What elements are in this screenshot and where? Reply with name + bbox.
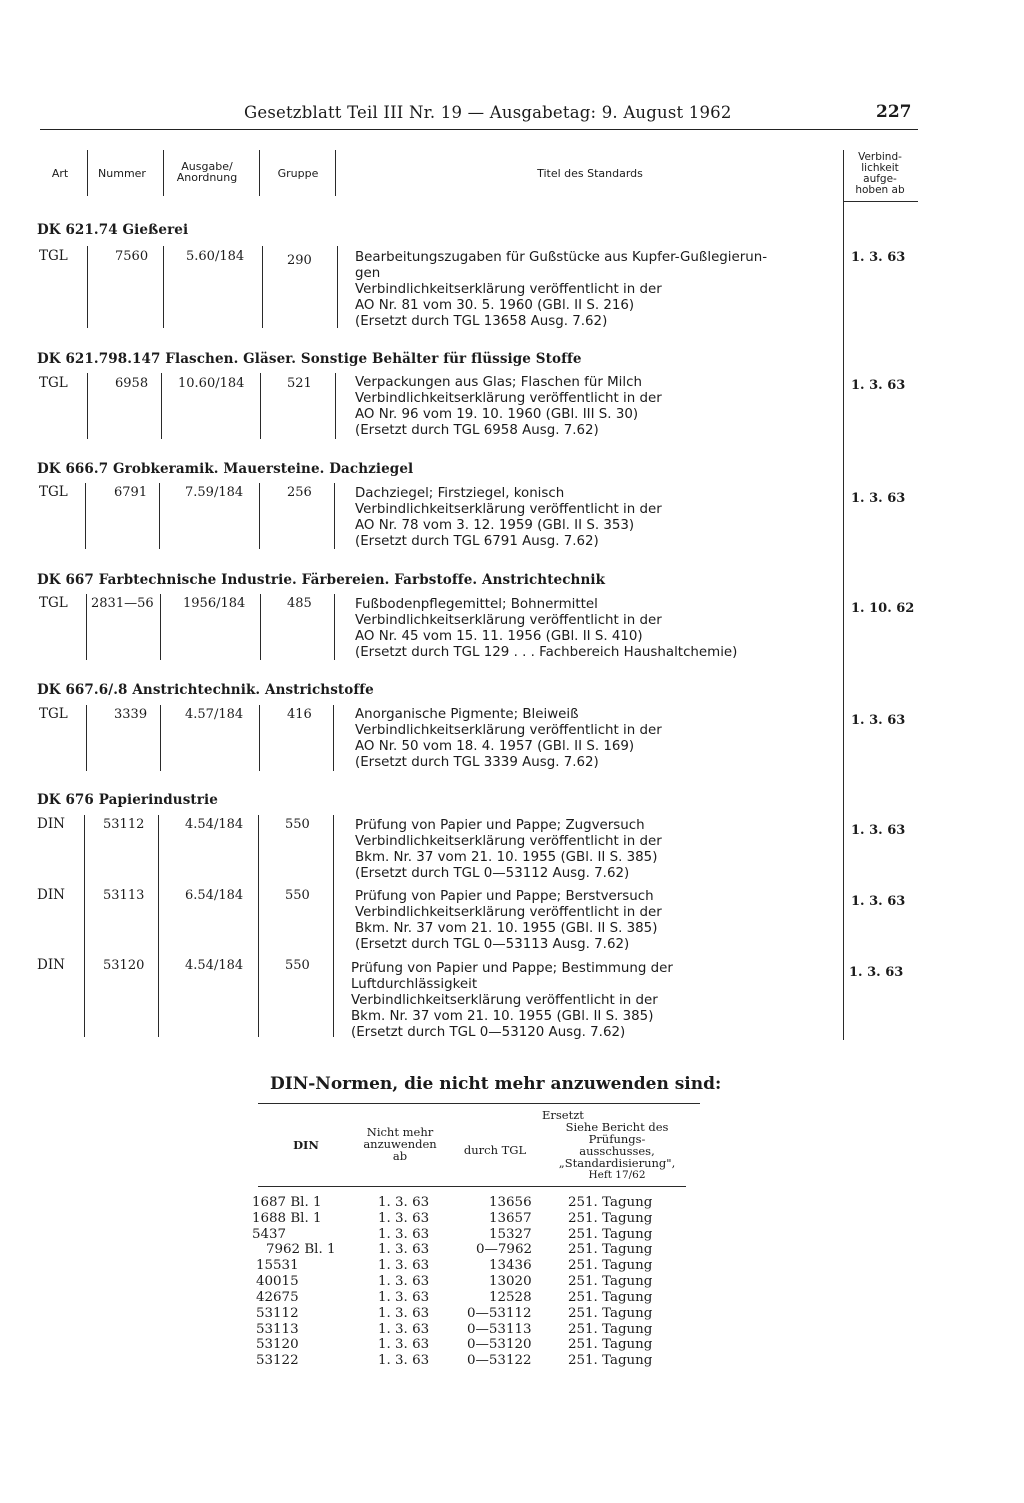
cell-art: TGL <box>39 375 68 391</box>
title-line: Dachziegel; Firstziegel, konisch <box>355 486 565 501</box>
title-line: AO Nr. 96 vom 19. 10. 1960 (GBl. III S. 30) <box>355 407 639 422</box>
din-cell-bericht: 251. Tagung <box>568 1353 653 1368</box>
table-row <box>240 1258 700 1274</box>
cell-titel <box>355 486 662 550</box>
cell-gruppe: 521 <box>287 376 312 391</box>
din-cell-bericht: 251. Tagung <box>568 1322 653 1337</box>
col-header-art: Art <box>51 167 69 180</box>
cell-ausgabe: 5.60/184 <box>186 249 245 264</box>
cell-ausgabe: 4.57/184 <box>185 707 244 722</box>
cell-art: TGL <box>39 484 68 500</box>
din-cell-ab: 1. 3. 63 <box>378 1290 430 1305</box>
title-line: (Ersetzt durch TGL 0—53120 Ausg. 7.62) <box>351 1025 626 1040</box>
title-line: Prüfung von Papier und Pappe; Berstversuch <box>355 889 654 904</box>
title-line: Prüfung von Papier und Pappe; Bestimmung der <box>351 961 673 976</box>
cell-art: TGL <box>39 595 68 611</box>
title-line: Luftdurchlässigkeit <box>351 977 478 992</box>
col-header-nummer: Nummer <box>98 167 146 180</box>
title-line: AO Nr. 78 vom 3. 12. 1959 (GBl. II S. 353) <box>355 518 635 533</box>
table-row <box>240 1211 700 1227</box>
din-cell-ab: 1. 3. 63 <box>378 1274 430 1289</box>
cell-nummer: 53112 <box>103 817 145 832</box>
din-col-header-din: DIN <box>293 1138 319 1152</box>
column-rule <box>160 705 161 771</box>
cell-gruppe: 550 <box>285 888 310 903</box>
cell-gruppe: 256 <box>287 485 312 500</box>
title-line: Bkm. Nr. 37 vom 21. 10. 1955 (GBl. II S. 385) <box>355 850 658 865</box>
column-rule <box>258 815 259 1037</box>
column-rule <box>337 246 338 328</box>
title-line: Bearbeitungszugaben für Gußstücke aus Kupfer-Gußlegierun- <box>355 250 768 265</box>
din-col-header-nicht-line2: anzuwenden <box>363 1137 437 1151</box>
column-rule <box>159 483 160 549</box>
title-line: Verpackungen aus Glas; Flaschen für Milch <box>355 375 642 390</box>
din-cell-tgl: 13020 <box>489 1274 532 1289</box>
din-cell-ab: 1. 3. 63 <box>378 1353 430 1368</box>
section-heading: DK 621.74 Gießerei <box>37 222 189 238</box>
cell-nummer: 6791 <box>114 485 148 500</box>
col-header-ausgabe <box>164 161 250 183</box>
din-col-header-bericht-line1: Siehe Bericht des <box>565 1120 669 1134</box>
table-row <box>240 1306 700 1322</box>
din-cell-bericht: 251. Tagung <box>568 1258 653 1273</box>
din-col-header-nicht-line1: Nicht mehr <box>366 1125 434 1139</box>
cell-gruppe: 550 <box>285 958 310 973</box>
din-cell-bericht: 251. Tagung <box>568 1337 653 1352</box>
din-cell-tgl: 13436 <box>489 1258 532 1273</box>
column-rule <box>160 594 161 660</box>
din-cell-din: 53113 <box>256 1322 299 1337</box>
cell-titel <box>351 961 673 1041</box>
col-header-gruppe: Gruppe <box>277 167 319 180</box>
col-header-verb-line2: lichkeit <box>861 162 899 174</box>
column-rule <box>334 594 335 660</box>
din-cell-ab: 1. 3. 63 <box>378 1337 430 1352</box>
cell-gruppe: 550 <box>285 817 310 832</box>
section-heading: DK 666.7 Grobkeramik. Mauersteine. Dachziegel <box>37 461 414 477</box>
din-cell-din: 15531 <box>256 1258 299 1273</box>
cell-titel <box>355 818 662 882</box>
title-line: (Ersetzt durch TGL 3339 Ausg. 7.62) <box>355 755 599 770</box>
section-heading: DK 676 Papierindustrie <box>37 792 218 808</box>
cell-gueltig: 1. 3. 63 <box>851 250 906 265</box>
section-heading: DK 667.6/.8 Anstrichtechnik. Anstrichstoffe <box>37 682 374 698</box>
cell-gueltig: 1. 3. 63 <box>851 378 906 393</box>
din-cell-tgl: 0—53113 <box>467 1322 532 1337</box>
title-line: Prüfung von Papier und Pappe; Zugversuch <box>355 818 645 833</box>
cell-nummer: 53113 <box>103 888 145 903</box>
din-cell-din: 5437 <box>252 1227 287 1242</box>
cell-titel <box>355 597 737 661</box>
din-col-header-nicht <box>350 1126 450 1162</box>
cell-ausgabe: 7.59/184 <box>185 485 244 500</box>
din-cell-bericht: 251. Tagung <box>568 1211 653 1226</box>
col-header-ausgabe-line2: Anordnung <box>176 171 238 184</box>
din-cell-din: 7962 Bl. 1 <box>266 1242 336 1257</box>
cell-nummer: 2831—56 <box>91 596 154 611</box>
cell-ausgabe: 4.54/184 <box>185 817 244 832</box>
column-rule <box>163 246 164 328</box>
column-rule <box>335 373 336 439</box>
title-line: AO Nr. 81 vom 30. 5. 1960 (GBl. II S. 216) <box>355 298 635 313</box>
cell-gruppe: 290 <box>287 253 312 268</box>
cell-nummer: 6958 <box>115 376 149 391</box>
din-col-header-bericht-line5: Heft 17/62 <box>588 1169 646 1181</box>
col-header-verb-line4: hoben ab <box>855 184 905 196</box>
din-cell-tgl: 0—53120 <box>467 1337 532 1352</box>
title-line: Verbindlichkeitserklärung veröffentlicht in der <box>355 391 662 406</box>
col-header-verbindlichkeit <box>842 152 918 196</box>
header-divider <box>259 150 260 196</box>
cell-ausgabe: 4.54/184 <box>185 958 244 973</box>
title-line: (Ersetzt durch TGL 0—53112 Ausg. 7.62) <box>355 866 630 881</box>
cell-gueltig: 1. 3. 63 <box>851 713 906 728</box>
table-row <box>240 1353 700 1369</box>
title-line: Verbindlichkeitserklärung veröffentlicht in der <box>355 282 662 297</box>
din-cell-din: 53122 <box>256 1353 299 1368</box>
din-cell-bericht: 251. Tagung <box>568 1227 653 1242</box>
column-rule <box>84 815 85 1037</box>
cell-titel <box>355 707 662 771</box>
cell-gueltig: 1. 3. 63 <box>851 823 906 838</box>
column-rule <box>333 705 334 771</box>
title-line: gen <box>355 266 381 281</box>
running-header <box>0 103 1024 125</box>
table-row <box>240 1227 700 1243</box>
column-rule <box>259 705 260 771</box>
title-line: (Ersetzt durch TGL 0—53113 Ausg. 7.62) <box>355 937 630 952</box>
table-row <box>240 1195 700 1211</box>
din-cell-din: 42675 <box>256 1290 299 1305</box>
cell-titel <box>355 250 767 330</box>
din-table-header-rule <box>258 1186 686 1187</box>
column-rule <box>262 246 263 328</box>
table-row <box>240 1274 700 1290</box>
header-rule <box>40 129 918 130</box>
column-rule <box>260 373 261 439</box>
din-cell-ab: 1. 3. 63 <box>378 1258 430 1273</box>
din-cell-bericht: 251. Tagung <box>568 1274 653 1289</box>
cell-art: TGL <box>39 248 68 264</box>
title-line: Verbindlichkeitserklärung veröffentlicht in der <box>355 613 662 628</box>
column-rule <box>161 373 162 439</box>
din-cell-tgl: 13657 <box>489 1211 532 1226</box>
cell-art: DIN <box>37 887 65 903</box>
cell-ausgabe: 6.54/184 <box>185 888 244 903</box>
din-cell-bericht: 251. Tagung <box>568 1195 653 1210</box>
column-rule <box>86 705 87 771</box>
din-cell-bericht: 251. Tagung <box>568 1290 653 1305</box>
cell-gueltig: 1. 3. 63 <box>849 965 904 980</box>
title-line: Verbindlichkeitserklärung veröffentlicht in der <box>351 993 658 1008</box>
title-line: (Ersetzt durch TGL 13658 Ausg. 7.62) <box>355 314 608 329</box>
header-divider <box>163 150 164 196</box>
cell-art: DIN <box>37 957 65 973</box>
col-header-verb-line1: Verbind- <box>858 151 902 163</box>
column-rule <box>260 594 261 660</box>
din-cell-ab: 1. 3. 63 <box>378 1322 430 1337</box>
column-rule <box>87 373 88 439</box>
column-rule <box>158 815 159 1037</box>
table-row <box>240 1242 700 1258</box>
col-header-titel: Titel des Standards <box>537 167 643 180</box>
cell-nummer: 3339 <box>114 707 148 722</box>
din-cell-ab: 1. 3. 63 <box>378 1242 430 1257</box>
din-col-header-bericht <box>536 1109 698 1181</box>
title-line: Bkm. Nr. 37 vom 21. 10. 1955 (GBl. II S. 385) <box>351 1009 654 1024</box>
cell-ausgabe: 10.60/184 <box>178 376 245 391</box>
din-cell-ab: 1. 3. 63 <box>378 1227 430 1242</box>
din-cell-tgl: 0—53122 <box>467 1353 532 1368</box>
title-line: AO Nr. 45 vom 15. 11. 1956 (GBl. II S. 410) <box>355 629 643 644</box>
cell-gruppe: 485 <box>287 596 312 611</box>
cell-nummer: 7560 <box>115 249 149 264</box>
din-cell-din: 53120 <box>256 1337 299 1352</box>
cell-ausgabe: 1956/184 <box>183 596 246 611</box>
cell-titel <box>355 375 662 439</box>
cell-art: DIN <box>37 816 65 832</box>
din-cell-bericht: 251. Tagung <box>568 1306 653 1321</box>
din-col-header-ersetzt: Ersetzt <box>542 1108 584 1122</box>
header-divider <box>335 150 336 196</box>
title-line: Bkm. Nr. 37 vom 21. 10. 1955 (GBl. II S. 385) <box>355 921 658 936</box>
title-line: (Ersetzt durch TGL 6958 Ausg. 7.62) <box>355 423 599 438</box>
col-header-ausgabe-line1: Ausgabe/ <box>181 160 233 173</box>
din-table-top-rule <box>258 1103 700 1104</box>
table-row <box>240 1290 700 1306</box>
table-row <box>240 1337 700 1353</box>
din-cell-ab: 1. 3. 63 <box>378 1211 430 1226</box>
din-cell-din: 1687 Bl. 1 <box>252 1195 322 1210</box>
col-header-verb-line3: aufge- <box>863 173 897 185</box>
title-line: AO Nr. 50 vom 18. 4. 1957 (GBl. II S. 169) <box>355 739 635 754</box>
running-title: Gesetzblatt Teil III Nr. 19 — Ausgabetag: 9. August 1962 <box>244 103 732 122</box>
cell-gueltig: 1. 3. 63 <box>851 491 906 506</box>
title-line: (Ersetzt durch TGL 6791 Ausg. 7.62) <box>355 534 599 549</box>
title-line: Verbindlichkeitserklärung veröffentlicht in der <box>355 502 662 517</box>
din-cell-din: 40015 <box>256 1274 299 1289</box>
cell-art: TGL <box>39 706 68 722</box>
column-rule <box>86 594 87 660</box>
din-cell-ab: 1. 3. 63 <box>378 1306 430 1321</box>
din-section-title: DIN-Normen, die nicht mehr anzuwenden sind: <box>270 1074 722 1094</box>
verbindlichkeit-column-rule <box>843 150 844 1040</box>
din-cell-ab: 1. 3. 63 <box>378 1195 430 1210</box>
title-line: Verbindlichkeitserklärung veröffentlicht in der <box>355 905 662 920</box>
title-line: Anorganische Pigmente; Bleiweiß <box>355 707 579 722</box>
din-col-header-bericht-line2: Prüfungs- <box>588 1132 646 1146</box>
column-rule <box>85 483 86 549</box>
column-rule <box>259 483 260 549</box>
page-number: 227 <box>876 102 912 122</box>
cell-gruppe: 416 <box>287 707 312 722</box>
column-rule <box>334 483 335 549</box>
din-cell-tgl: 15327 <box>489 1227 532 1242</box>
section-heading: DK 667 Farbtechnische Industrie. Färbereien. Farbstoffe. Anstrichtechnik <box>37 572 606 588</box>
cell-nummer: 53120 <box>103 958 145 973</box>
din-cell-tgl: 13656 <box>489 1195 532 1210</box>
column-header-row <box>40 147 918 203</box>
table-row <box>240 1322 700 1338</box>
din-col-header-tgl: durch TGL <box>463 1143 527 1157</box>
title-line: Verbindlichkeitserklärung veröffentlicht in der <box>355 723 662 738</box>
cell-gueltig: 1. 10. 62 <box>851 601 915 616</box>
column-rule <box>87 246 88 328</box>
title-line: Verbindlichkeitserklärung veröffentlicht in der <box>355 834 662 849</box>
section-heading: DK 621.798.147 Flaschen. Gläser. Sonstige Behälter für flüssige Stoffe <box>37 351 582 367</box>
cell-gueltig: 1. 3. 63 <box>851 894 906 909</box>
din-col-header-nicht-line3: ab <box>392 1149 408 1163</box>
din-col-header-bericht-line3: ausschusses, <box>579 1144 655 1158</box>
header-divider <box>87 150 88 196</box>
din-cell-bericht: 251. Tagung <box>568 1242 653 1257</box>
din-cell-tgl: 0—7962 <box>476 1242 532 1257</box>
din-cell-din: 53112 <box>256 1306 299 1321</box>
header-underline <box>843 201 918 202</box>
title-line: Fußbodenpflegemittel; Bohnermittel <box>355 597 598 612</box>
din-cell-tgl: 0—53112 <box>467 1306 532 1321</box>
title-line: (Ersetzt durch TGL 129 . . . Fachbereich Haushaltchemie) <box>355 645 738 660</box>
din-col-header-bericht-line4: „Standardisierung", <box>558 1156 676 1170</box>
cell-titel <box>355 889 662 953</box>
din-cell-din: 1688 Bl. 1 <box>252 1211 322 1226</box>
din-cell-tgl: 12528 <box>489 1290 532 1305</box>
column-rule <box>333 815 334 1037</box>
